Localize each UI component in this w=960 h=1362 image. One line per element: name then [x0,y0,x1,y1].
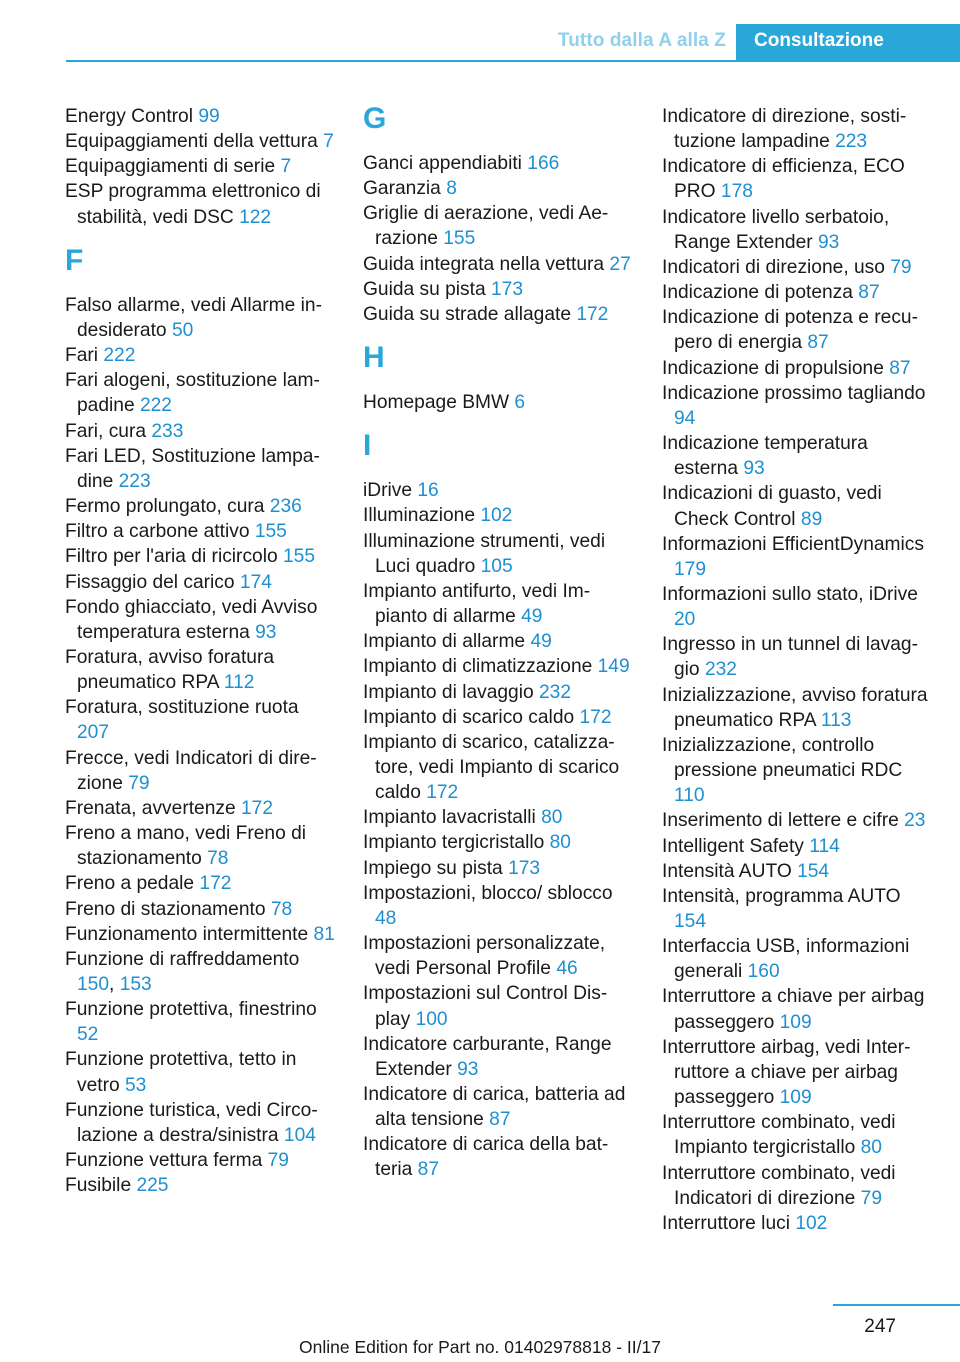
page-reference-link[interactable]: 178 [720,181,753,203]
page-reference-link[interactable]: 23 [904,810,926,832]
index-entry [662,356,930,381]
page-reference-link[interactable]: 93 [255,621,277,643]
index-letter-heading: H [363,341,385,375]
index-entry [65,1047,335,1097]
index-entry [662,632,930,682]
page-reference-link[interactable]: 236 [269,496,302,518]
index-entry [363,176,633,201]
page-reference-link[interactable]: 225 [136,1175,169,1197]
index-entry-text: Indicatore di direzione, sostituzione lampadine [662,106,907,153]
page-reference-link[interactable]: 223 [118,470,151,492]
index-entry-text: Foratura, sostituzione ruota [65,697,299,719]
page-reference-link[interactable]: 172 [240,797,273,819]
page-header [0,24,960,62]
index-entry [363,1082,633,1132]
page-reference-link[interactable]: 87 [889,357,911,379]
index-entry-text: Inizializzazione, avviso foratura pneumatico RPA [662,684,928,731]
index-entry [65,368,335,418]
page-reference-link[interactable]: 8 [446,178,457,200]
index-entry-text: Indicazioni di guasto, vedi Check Control [662,483,882,530]
index-entry-text: Funzione protettiva, finestrino [65,999,317,1021]
index-entry [662,280,930,305]
index-entry-text: Fermo prolungato, cura [65,496,270,518]
page-reference-link[interactable]: 52 [77,1024,99,1046]
index-entry-text: Funzione di raffreddamento [65,948,300,970]
page-reference-link[interactable]: 172 [426,782,459,804]
page-reference-link[interactable]: 154 [797,860,830,882]
page-reference-link[interactable]: 160 [747,961,780,983]
page-reference-link[interactable]: 87 [417,1159,440,1181]
page-reference-link[interactable]: 79 [267,1150,289,1172]
page-reference-link[interactable]: 109 [779,1011,812,1033]
index-entry [363,830,633,855]
page-reference-link[interactable]: 46 [556,958,578,980]
index-entry-text: Interruttore airbag, vedi Interruttore a chiave per airbag passeggero [662,1036,911,1109]
index-entry-text: Inizializzazione, controllo pressione pneumatici RDC [662,734,903,782]
index-entry [662,582,930,632]
index-entry [662,205,930,255]
index-entry [662,104,930,154]
index-entry [363,981,633,1031]
index-entry [65,179,335,229]
index-entry [662,859,930,884]
index-column-2 [363,104,633,1183]
index-entry [662,305,930,355]
page-reference-link[interactable]: 207 [77,722,110,744]
index-entry-text: Garanzia [363,178,447,200]
page-reference-link[interactable]: 100 [415,1008,448,1030]
index-entry-text: Energy Control [65,106,199,127]
page-reference-link[interactable]: 80 [541,807,563,829]
page-reference-separator: , [109,974,120,995]
page-reference-link[interactable]: 154 [674,911,707,932]
page-reference-link[interactable]: 89 [800,508,823,530]
index-entry-text: Impianto di lavaggio [363,681,539,703]
index-entry [662,1110,930,1160]
index-entry-text: Indicatore carburante, Range Extender [363,1033,612,1080]
index-entry [662,154,930,204]
index-entry-text: Freno a pedale [65,873,200,895]
index-entry [65,154,335,179]
index-entry-text: Indicazione prossimo tagliando [662,382,926,404]
index-entry-text: Indicazione di potenza e recupero di energia [662,307,918,354]
index-entry-text: Guida su pista [363,278,491,300]
index-entry-text: Indicazione di propulsione [662,357,890,379]
index-entry-text: Impianto antifurto, vedi Impianto di allarme [363,580,591,628]
page-reference-link[interactable]: 6 [514,392,526,414]
page-reference-link[interactable]: 109 [779,1087,812,1109]
index-entry-text: Indicazione temperatura esterna [662,433,868,480]
footer-rule [833,1304,960,1306]
index-entry-text: Interruttore combinato, vedi Indicatori di direzione [662,1162,896,1209]
index-entry [662,532,930,582]
index-entry [65,922,335,947]
page-reference-link[interactable]: 173 [491,278,524,300]
index-entry-text: Funzione protettiva, tetto in vetro [65,1049,297,1096]
page-reference-link[interactable]: 223 [835,131,868,153]
page-reference-link[interactable]: 81 [313,923,335,945]
index-entry [65,1098,335,1148]
index-entry [65,997,335,1047]
page-reference-link[interactable]: 93 [457,1058,479,1080]
index-entry [65,544,335,569]
index-column-3 [662,104,930,1236]
index-entry-text: Intensità AUTO [662,860,798,882]
page-reference-link[interactable]: 102 [795,1212,828,1234]
index-entry-text: Illuminazione strumenti, vedi Luci quadro [363,530,606,577]
index-entry-text: Impianto di scarico, catalizzatore, vedi Impianto di scarico caldo [363,731,620,804]
index-entry-text: Indicatore livello serbatoio, Range Extender [662,206,890,253]
index-entry [363,503,633,528]
index-entry-text: Informazioni sullo stato, iDrive [662,583,918,605]
index-entry [662,481,930,531]
index-entry-text: Impostazioni sul Control Display [363,983,608,1030]
page-reference-link[interactable]: 155 [443,228,476,250]
index-entry-text: Equipaggiamenti di serie [65,156,281,178]
index-entry-text: Indicatore di carica, batteria ad alta tensione [363,1084,626,1131]
index-entry [65,444,335,494]
index-entry-text: Intelligent Safety [662,835,810,857]
index-entry [662,834,930,859]
page-reference-link[interactable]: 78 [270,898,293,920]
index-entry-text: Frenata, avvertenze [65,797,241,819]
index-entry [65,343,335,368]
index-entry [363,151,633,176]
header-chapter-tab: Consultazione [736,24,960,62]
index-entry-text: Inserimento di lettere e cifre [662,810,905,832]
page-reference-link[interactable]: 112 [223,672,255,694]
page-reference-link[interactable]: 232 [704,659,737,681]
header-section-title: Tutto dalla A alla Z [557,30,726,51]
page-reference-link[interactable]: 149 [597,656,630,678]
page-reference-link[interactable]: 7 [323,131,334,153]
page-reference-link[interactable]: 172 [579,706,612,728]
index-entry [363,390,633,415]
index-entry [662,808,930,833]
index-letter-heading: G [363,102,387,135]
page-reference-link[interactable]: 114 [809,835,840,857]
page-reference-link[interactable]: 79 [890,256,912,278]
page-reference-link[interactable]: 99 [198,106,220,127]
index-entry [363,805,633,830]
index-entry [662,431,930,481]
index-entry [363,680,633,705]
index-entry-text: Funzione vettura ferma [65,1150,268,1172]
index-entry [363,529,633,579]
page-reference-link[interactable]: 49 [530,631,552,653]
index-entry-text: Griglie di aerazione, vedi Aerazione [363,203,609,250]
index-entry-text: Impianto lavacristalli [363,807,542,829]
index-entry-text: Fari LED, Sostituzione lampadine [65,445,320,492]
page-reference-link[interactable]: 105 [480,555,513,577]
page-reference-link[interactable]: 94 [674,407,696,429]
page-reference-link[interactable]: 172 [199,873,232,895]
page-reference-link[interactable]: 79 [128,772,150,794]
index-entry [65,1148,335,1173]
page-reference-link[interactable]: 102 [480,505,513,527]
index-entry [363,1032,633,1082]
index-entry [65,821,335,871]
page-reference-link[interactable]: 48 [375,907,397,929]
index-entry [65,595,335,645]
page-reference-link[interactable]: 174 [239,571,272,593]
page-reference-link[interactable]: 166 [527,153,560,174]
index-entry-text: Ganci appendiabiti [363,153,528,174]
page-reference-link[interactable]: 27 [609,253,631,275]
page-reference-link[interactable]: 104 [283,1124,316,1146]
page-reference-link[interactable]: 78 [207,848,229,870]
page-reference-link[interactable]: 155 [282,546,315,568]
index-entry [363,1132,633,1182]
index-entry-text: Funzionamento intermittente [65,923,314,945]
index-entry-text: Fusibile [65,1175,137,1197]
index-entry-text: Informazioni EfficientDynamics [662,533,924,555]
index-entry-text: Funzione turistica, vedi Circolazione a destra/sinistra [65,1099,318,1146]
page-reference-link[interactable]: 7 [280,156,292,178]
page-reference-link[interactable]: 87 [807,332,829,354]
index-entry-text: Freno di stazionamento [65,898,271,920]
index-entry-text: iDrive [363,480,418,502]
index-entry-text: Indicatori di direzione, uso [662,256,891,278]
index-entry-text: Impostazioni personalizzate, vedi Personal Profile [363,933,606,980]
page-reference-link[interactable]: 179 [674,558,707,580]
index-entry-text: Filtro a carbone attivo [65,521,255,543]
index-entry-text: Impianto tergicristallo [363,832,550,854]
index-entry [65,796,335,821]
page-reference-link[interactable]: 150 [77,974,110,995]
index-entry [363,277,633,302]
index-entry-text: Interfaccia USB, informazioni generali [662,936,910,983]
index-entry-text: Fari, cura [65,420,152,442]
index-entry [363,730,633,805]
page-reference-link[interactable]: 222 [139,395,172,417]
index-entry [662,1211,930,1236]
index-entry [65,104,335,129]
page-reference-link[interactable]: 153 [119,974,152,995]
edition-note: Online Edition for Part no. 01402978818 - II/17 [299,1337,661,1357]
index-entry-text: Guida integrata nella vettura [363,253,610,275]
index-entry [65,1173,335,1198]
page-reference-link[interactable]: 93 [818,231,840,253]
index-entry-text: Fari [65,345,104,367]
index-entry [363,856,633,881]
index-entry [363,478,633,503]
page-reference-link[interactable]: 20 [674,609,696,631]
index-entry-text: Indicazione di potenza [662,282,859,304]
index-entry-text: Indicatore di carica della batteria [363,1134,609,1181]
index-entry-text: Guida su strade allagate [363,303,577,325]
index-entry-text: Interruttore luci [662,1212,796,1234]
index-entry [662,255,930,280]
page-reference-link[interactable]: 79 [860,1187,882,1209]
index-entry-text: Filtro per l'aria di ricircolo [65,546,283,568]
index-entry-text: Interruttore a chiave per airbag passeggero [662,986,925,1033]
index-entry [65,419,335,444]
page-reference-link[interactable]: 233 [151,420,184,442]
page-number: 247 [864,1316,896,1337]
index-entry [363,654,633,679]
page-reference-link[interactable]: 87 [489,1109,511,1131]
index-entry-text: Fondo ghiacciato, vedi Avviso temperatura esterna [65,596,318,643]
page-reference-link[interactable]: 16 [417,480,439,502]
index-column-1 [65,104,335,1198]
page-reference-link[interactable]: 53 [125,1074,147,1096]
index-entry-text: Impianto di allarme [363,631,531,653]
page-reference-link[interactable]: 80 [860,1137,882,1159]
index-entry [65,293,335,343]
index-entry-text: Impianto di climatizzazione [363,656,598,678]
page-reference-link[interactable]: 232 [539,681,572,703]
page-reference-link[interactable]: 93 [743,458,765,480]
index-entry [363,302,633,327]
index-entry [65,947,335,997]
index-entry [65,645,335,695]
index-entry [65,129,335,154]
index-entry [65,695,335,745]
index-entry [363,201,633,251]
index-entry [363,579,633,629]
index-entry-text: Indicatore di efficienza, ECO PRO [662,156,905,203]
index-entry [662,984,930,1034]
index-entry [65,570,335,595]
index-entry [363,881,633,931]
index-entry-text: Interruttore combinato, vedi Impianto tergicristallo [662,1112,896,1159]
index-entry-text: Freno a mano, vedi Freno di stazionamento [65,823,307,870]
index-entry [363,705,633,730]
index-entry-text: Impianto di scarico caldo [363,706,580,728]
page-reference-link[interactable]: 113 [820,709,852,731]
index-entry [65,871,335,896]
index-entry [662,1035,930,1110]
index-entry-text: Fari alogeni, sostituzione lampadine [65,370,320,417]
page-reference-link[interactable]: 87 [858,282,880,304]
page-reference-link[interactable]: 49 [521,606,543,628]
index-letter-heading: F [65,243,84,277]
index-entry-text: Ingresso in un tunnel di lavaggio [662,634,918,681]
header-rule [66,60,736,62]
index-entry-text: Frecce, vedi Indicatori di direzione [65,747,317,794]
index-entry [662,683,930,733]
page-reference-link[interactable]: 110 [674,785,705,807]
page-reference-link[interactable]: 80 [549,832,571,854]
index-entry [65,494,335,519]
index-entry-text: Falso allarme, vedi Allarme indesiderato [65,294,322,341]
page-reference-link[interactable]: 172 [576,303,609,325]
index-entry-text: Equipaggiamenti della vettura [65,131,324,153]
index-entry-text: Impostazioni, blocco/ sblocco [363,882,613,904]
index-entry [662,1161,930,1211]
page-reference-link[interactable]: 50 [171,319,194,341]
index-entry-text: ESP programma elettronico di stabilità, vedi DSC [65,181,321,228]
index-entry-text: Fissaggio del carico [65,571,240,593]
index-entry-text: Intensità, programma AUTO [662,885,901,907]
index-entry-text: Illuminazione [363,505,481,527]
index-entry [363,252,633,277]
index-entry [363,629,633,654]
page-reference-link[interactable]: 122 [239,206,272,228]
index-entry [65,746,335,796]
index-entry [662,884,930,934]
index-entry-text: Homepage BMW [363,392,515,414]
index-letter-heading: I [363,429,372,463]
index-entry-text: Foratura, avviso foratura pneumatico RPA [65,646,275,694]
index-entry [662,381,930,431]
index-entry [65,897,335,922]
index-entry [363,931,633,981]
page-reference-link[interactable]: 155 [254,521,287,543]
index-entry [662,733,930,808]
page-reference-link[interactable]: 173 [508,857,541,879]
page-reference-link[interactable]: 222 [103,345,136,367]
index-entry-text: Impiego su pista [363,857,509,879]
index-entry [65,519,335,544]
index-entry [662,934,930,984]
